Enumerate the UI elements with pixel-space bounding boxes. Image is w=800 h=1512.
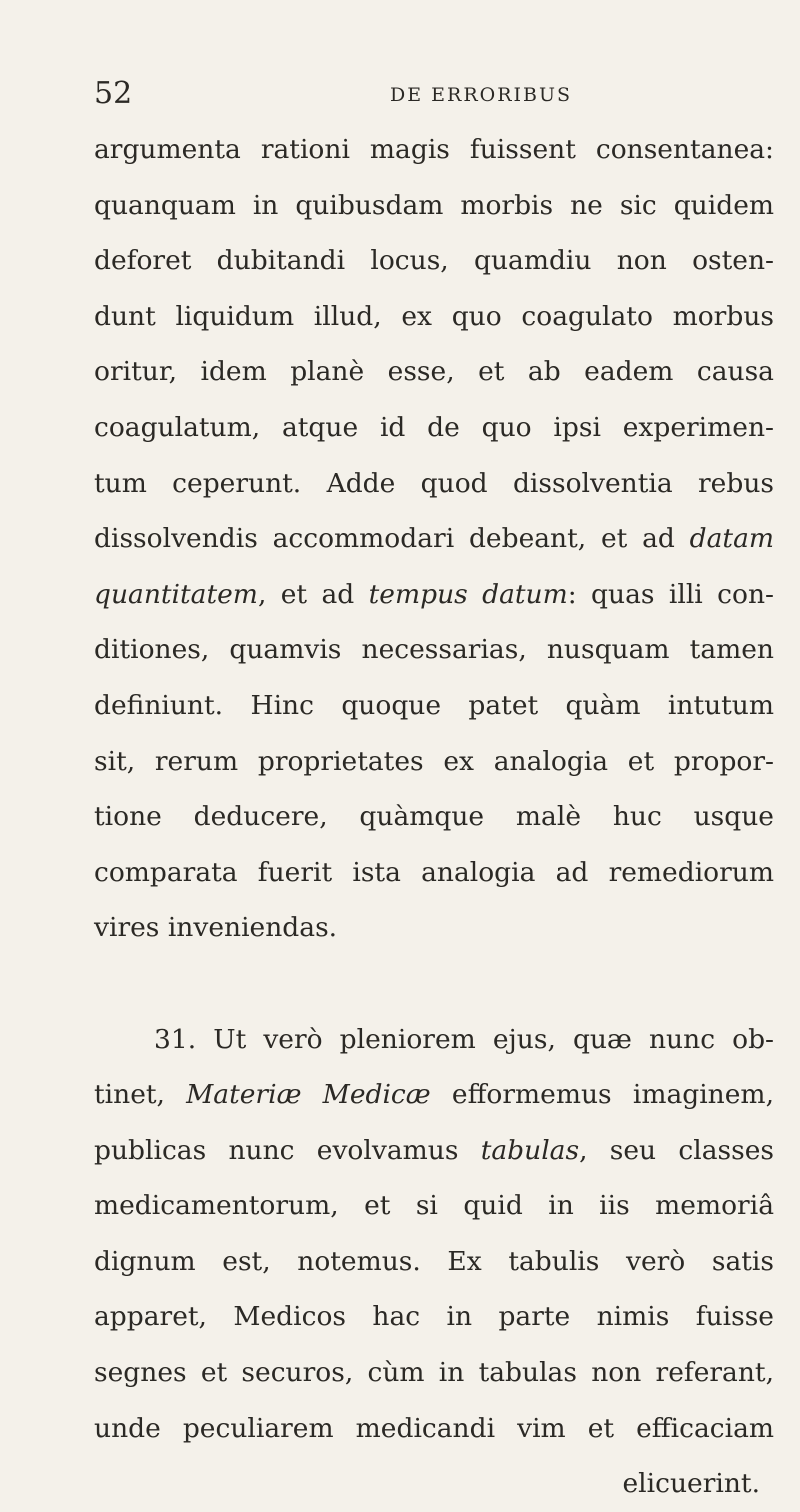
text-line <box>94 1289 774 1345</box>
text-line <box>94 622 774 678</box>
text-run: , et ad <box>257 578 369 610</box>
text-run: ditiones, quamvis necessarias, nusquam tamen <box>94 634 774 666</box>
text-line <box>94 344 774 400</box>
text-line <box>94 289 774 345</box>
text-run: tinet, <box>94 1079 187 1111</box>
text-run: definiunt. Hinc quoque patet quàm intutum <box>94 689 774 721</box>
text-line <box>94 567 774 623</box>
paragraph-1 <box>94 122 774 900</box>
text-line <box>94 1345 774 1401</box>
text-line <box>94 734 774 790</box>
text-run: : quas illi con- <box>567 578 774 610</box>
text-run: publicas nunc evolvamus <box>94 1134 481 1166</box>
text-line <box>94 845 774 901</box>
text-run: efformemus imaginem, <box>430 1079 774 1111</box>
text-line <box>94 1178 774 1234</box>
text-run: deforet dubitandi locus, quamdiu non osten- <box>94 245 774 277</box>
text-line <box>94 678 774 734</box>
paragraph-1-last-line: vires inveniendas. <box>94 912 338 944</box>
page-number: 52 <box>94 76 133 111</box>
text-run: dunt liquidum illud, ex quo coagulato morbus <box>94 300 774 332</box>
text-run: sit, rerum proprietates ex analogia et propor- <box>94 745 774 777</box>
text-run: comparata fuerit ista analogia ad remediorum <box>94 856 774 888</box>
running-title: DE ERRORIBUS <box>390 84 573 106</box>
text-run: argumenta rationi magis fuissent consentanea: <box>94 134 774 165</box>
text-line <box>94 1012 774 1068</box>
text-line <box>94 233 774 289</box>
italic-text: datam <box>689 523 774 555</box>
text-line <box>94 456 774 512</box>
text-line <box>94 400 774 456</box>
text-run: , seu classes <box>579 1134 775 1166</box>
text-run: dignum est, notemus. Ex tabulis verò satis <box>94 1245 774 1277</box>
catchword: elicuerint. <box>622 1468 760 1500</box>
text-run: 31. Ut verò pleniorem ejus, quæ nunc ob- <box>154 1023 774 1055</box>
text-run: tum ceperunt. Adde quod dissolventia rebus <box>94 467 774 499</box>
text-run: coagulatum, atque id de quo ipsi experimen- <box>94 411 774 443</box>
text-run: segnes et securos, cùm in tabulas non referant, <box>94 1357 774 1389</box>
italic-text: tabulas <box>480 1134 580 1166</box>
italic-text: Materiæ Medicæ <box>186 1079 431 1111</box>
text-run: dissolvendis accommodari debeant, et ad <box>94 523 690 555</box>
text-line <box>94 789 774 845</box>
text-run: medicamentorum, et si quid in iis memoriâ <box>94 1190 774 1222</box>
text-line <box>94 511 774 567</box>
text-line <box>94 1123 774 1179</box>
text-run: oritur, idem planè esse, et ab eadem causa <box>94 356 774 388</box>
paragraph-2 <box>94 1012 774 1457</box>
text-line <box>94 178 774 234</box>
text-line <box>94 122 774 178</box>
italic-text: tempus datum <box>368 578 568 610</box>
page-header <box>0 76 800 112</box>
text-run: tione deducere, quàmque malè huc usque <box>94 801 774 833</box>
text-line <box>94 1067 774 1123</box>
text-run: unde peculiarem medicandi vim et efficaciam <box>94 1412 774 1444</box>
paragraph-gap <box>94 956 774 1012</box>
text-run: apparet, Medicos hac in parte nimis fuisse <box>94 1301 774 1333</box>
text-line <box>94 1401 774 1457</box>
italic-text: quantitatem <box>94 578 258 610</box>
body-text <box>94 122 774 1512</box>
text-line <box>94 1234 774 1290</box>
text-run: quanquam in quibusdam morbis ne sic quidem <box>94 189 774 221</box>
